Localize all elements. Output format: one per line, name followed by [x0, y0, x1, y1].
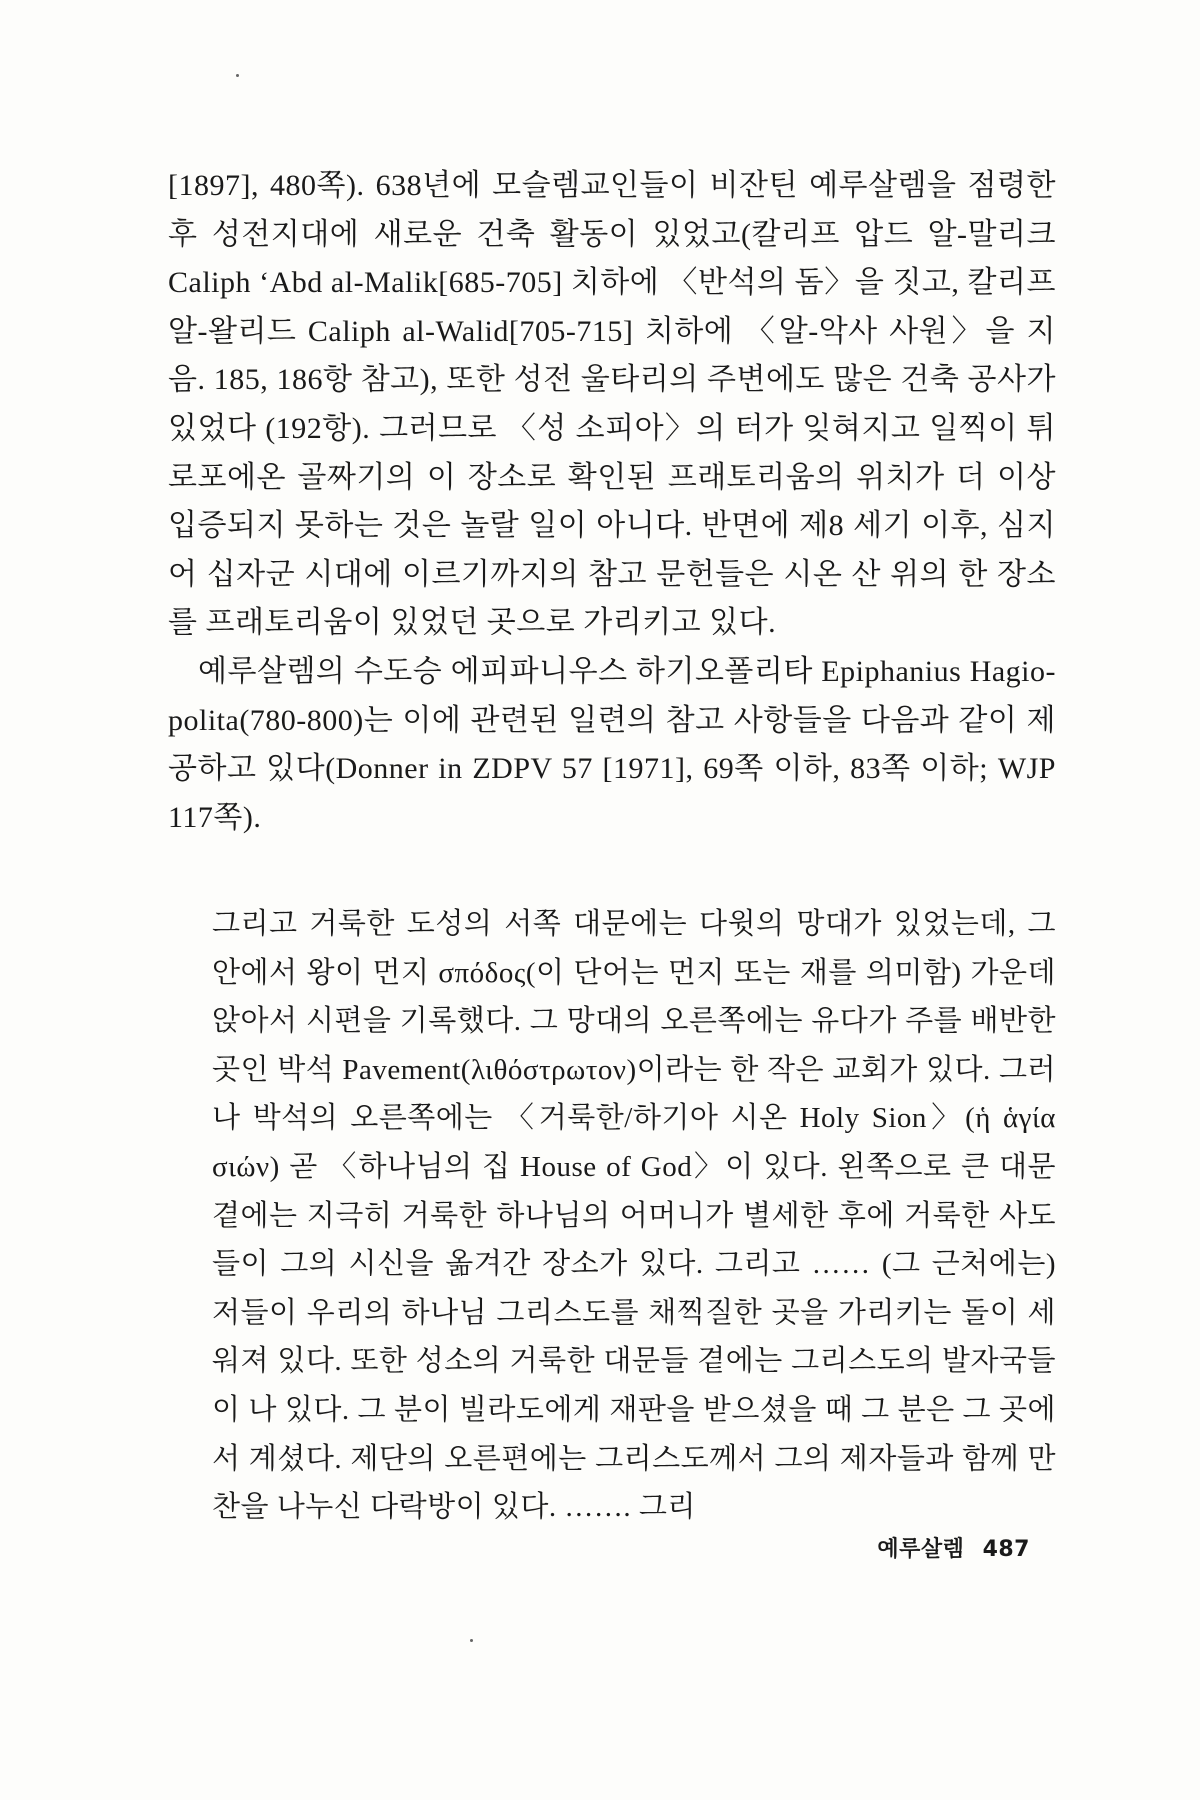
body-paragraph: [1897], 480쪽). 638년에 모슬렘교인들이 비잔틴 예루살렘을 점령한 후 성전지대에 새로운 건축 활동이 있었고(칼리프 압드 알-말리크 Caliph ‘Abd al-Malik[685-705] 치하에 〈반석의 돔〉을 짓고, 칼리프 알-왈리드 Caliph al-Walid[705-715] 치하에 〈알-악사 사원〉을 지음. 185, 186항 참고), 또한 성전 울타리의 주변에도 많은 건축 공사가 있었다 (192항). 그러므로 〈성 소피아〉의 터가 잊혀지고 일찍이 튀로포에온 골짜기의 이 장소로 확인된 프래토리움의 위치가 더 이상 입증되지 못하는 것은 놀랄 일이 아니다. 반면에 제8 세기 이후, 심지어 십자군 시대에 이르기까지의 참고 문헌들은 시온 산 위의 한 장소를 프래토리움이 있었던 곳으로 가리키고 있다.: [168, 169, 1056, 640]
scan-speck: [470, 1639, 473, 1642]
running-title: 예루살렘: [877, 1537, 965, 1562]
page-number: 487: [982, 1537, 1030, 1562]
body-paragraph: 예루살렘의 수도승 에피파니우스 하기오폴리타 Epiphanius Hagio-polita(780-800)는 이에 관련된 일련의 참고 사항들을 다음과 같이 제공하고 있다(Donner in ZDPV 57 [1971], 69쪽 이하, 83쪽 이하; WJP 117쪽).: [168, 655, 1056, 834]
block-quotation: 그리고 거룩한 도성의 서쪽 대문에는 다윗의 망대가 있었는데, 그 안에서 왕이 먼지 σπόδος(이 단어는 먼지 또는 재를 의미함) 가운데 앉아서 시편을 기록했다. 그 망대의 오른쪽에는 유다가 주를 배반한 곳인 박석 Pavement(λιθόστρωτον)이라는 한 작은 교회가 있다. 그러나 박석의 오른쪽에는 〈거룩한/하기아 시온 Holy Sion〉(ἡ ἁγία σιών) 곧 〈하나님의 집 House of God〉이 있다. 왼쪽으로 큰 대문 곁에는 지극히 거룩한 하나님의 어머니가 별세한 후에 거룩한 사도들이 그의 시신을 옮겨간 장소가 있다. 그리고 …… (그 근처에는) 저들이 우리의 하나님 그리스도를 채찍질한 곳을 가리키는 돌이 세워져 있다. 또한 성소의 거룩한 대문들 곁에는 그리스도의 발자국들이 나 있다. 그 분이 빌라도에게 재판을 받으셨을 때 그 분은 그 곳에 서 계셨다. 제단의 오른편에는 그리스도께서 그의 제자들과 함께 만찬을 나누신 다락방이 있다. ……. 그리: [212, 908, 1056, 1524]
scan-speck: [236, 74, 239, 77]
page-footer: [877, 1532, 1030, 1563]
